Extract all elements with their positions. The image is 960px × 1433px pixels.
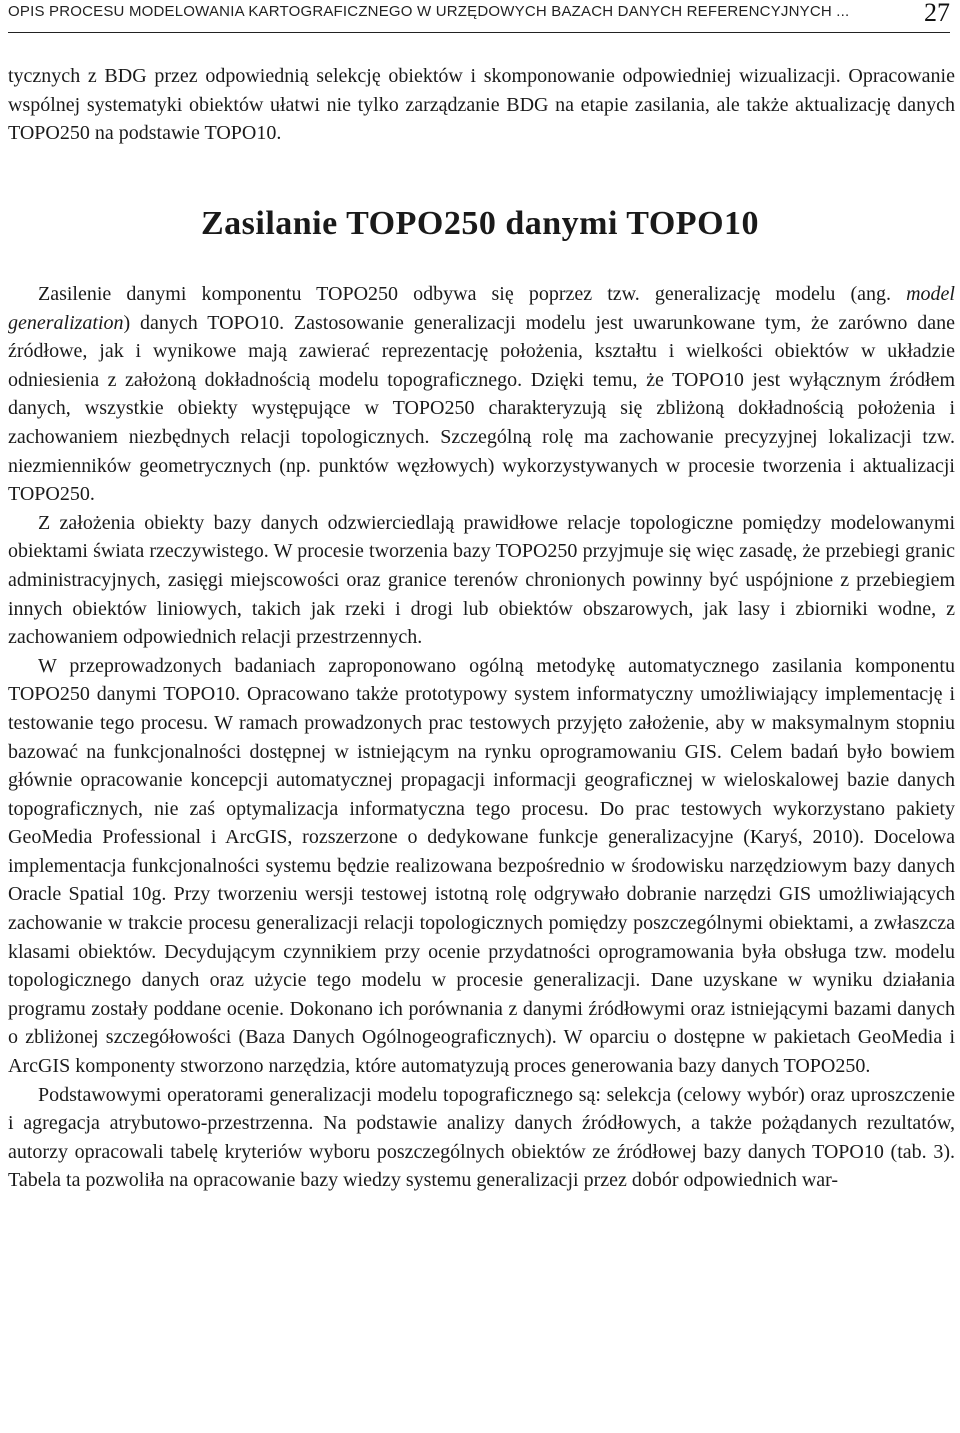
running-title: OPIS PROCESU MODELOWANIA KARTOGRAFICZNEGO W URZĘDOWYCH BAZACH DANYCH REFERENCYJNYCH ...: [8, 3, 850, 20]
section-body: [8, 280, 955, 1195]
page-number: 27: [924, 0, 950, 27]
running-header: [8, 0, 950, 33]
paragraph-1: [8, 280, 955, 509]
paragraph-3: W przeprowadzonych badaniach zaproponowano ogólną metodykę automatycznego zasilania komponentu TOPO250 danymi TOPO10. Opracowano także prototypowy system informatyczny umożliwiający implementację i testowanie tego procesu. W ramach prowadzonych prac testowych przyjęto założenie, aby w maksymalnym stopniu bazować na funkcjonalności dostępnej w istniejącym na rynku oprogramowaniu GIS. Celem badań było bowiem głównie opracowanie koncepcji automatycznej propagacji informacji geograficznej w wieloskalowej bazie danych topograficznych, nie zaś optymalizacja informatyczna tego procesu. Do prac testowych wykorzystano pakiety GeoMedia Professional i ArcGIS, rozszerzone o dedykowane funkcje generalizacyjne (Karyś, 2010). Docelowa implementacja funkcjonalności systemu będzie realizowana bezpośrednio w środowisku narzędziowym bazy danych Oracle Spatial 10g. Przy tworzeniu wersji testowej istotną rolę odgrywało dobranie narzędzi GIS umożliwiających zachowanie w trakcie procesu generalizacji relacji topologicznych pomiędzy poszczególnymi obiektami, a zwłaszcza klasami obiektów. Decydującym czynnikiem przy ocenie przydatności oprogramowania była obsługa tzw. modelu topologicznego danych oraz użycie tego modelu w procesie generalizacji. Dane uzyskane w wyniku działania programu zostały poddane ocenie. Dokonano ich porównania z danymi źródłowymi oraz istniejącymi bazami danych o zbliżonej szczegółowości (Baza Danych Ogólnogeograficznych). W oparciu o dostępne w pakietach GeoMedia i ArcGIS komponenty stworzono narzędzia, które automatyzują proces generowania bazy danych TOPO250.: [8, 654, 955, 1078]
paragraph-1-term: model generalization: [8, 283, 955, 334]
paragraph-1-rest: ) danych TOPO10. Zastosowanie generalizacji modelu jest uwarunkowane tym, że zarówno dane źródłowe, jak i wynikowe mają zawierać reprezentację położenia, kształtu i wielkości obiektów w układzie odniesienia z założoną dokładnością modelu topograficznego. Dzięki temu, że TOPO10 jest wyłącznym źródłem danych, wszystkie obiekty występujące w TOPO250 charakteryzują się zbliżoną dokładnością położenia i zachowaniem niezbędnych relacji topologicznych. Szczególną rolę ma zachowanie precyzyjnej lokalizacji tzw. niezmienników geometrycznych (np. punktów węzłowych) wykorzystywanych w procesie tworzenia i aktualizacji TOPO250.: [8, 311, 955, 506]
intro-paragraph: tycznych z BDG przez odpowiednią selekcję obiektów i skomponowanie odpowiedniej wizualizacji. Opracowanie wspólnej systematyki obiektów ułatwi nie tylko zarządzanie BDG na etapie zasilania, ale także aktualizację danych TOPO250 na podstawie TOPO10.: [8, 65, 955, 145]
section-heading: Zasilanie TOPO250 danymi TOPO10: [200, 205, 760, 242]
paragraph-4: Podstawowymi operatorami generalizacji modelu topograficznego są: selekcja (celowy wybór) oraz uproszczenie i agregacja atrybutowo-przestrzenna. Na podstawie analizy danych źródłowych, a także pożądanych rezultatów, autorzy opracowali tabelę kryteriów wyboru poszczególnych obiektów ze źródłowej bazy danych TOPO10 (tab. 3). Tabela ta pozwoliła na opracowanie bazy wiedzy systemu generalizacji przez dobór odpowiednich war-: [8, 1083, 955, 1192]
intro-paragraph-block: [8, 62, 955, 148]
paragraph-2: Z założenia obiekty bazy danych odzwierciedlają prawidłowe relacje topologiczne pomiędzy modelowanymi obiektami świata rzeczywistego. W procesie tworzenia bazy TOPO250 przyjmuje się więc zasadę, że przebiegi granic administracyjnych, zasięgi miejscowości oraz granice terenów chronionych powinny być uspójnione z przebiegiem innych obiektów liniowych, takich jak rzeki i drogi lub obiektów obszarowych, jak lasy i zbiorniki wodne, z zachowaniem odpowiednich relacji przestrzennych.: [8, 511, 955, 649]
paragraph-1-start: Zasilenie danymi komponentu TOPO250 odbywa się poprzez tzw. generalizację modelu (ang.: [38, 283, 907, 305]
